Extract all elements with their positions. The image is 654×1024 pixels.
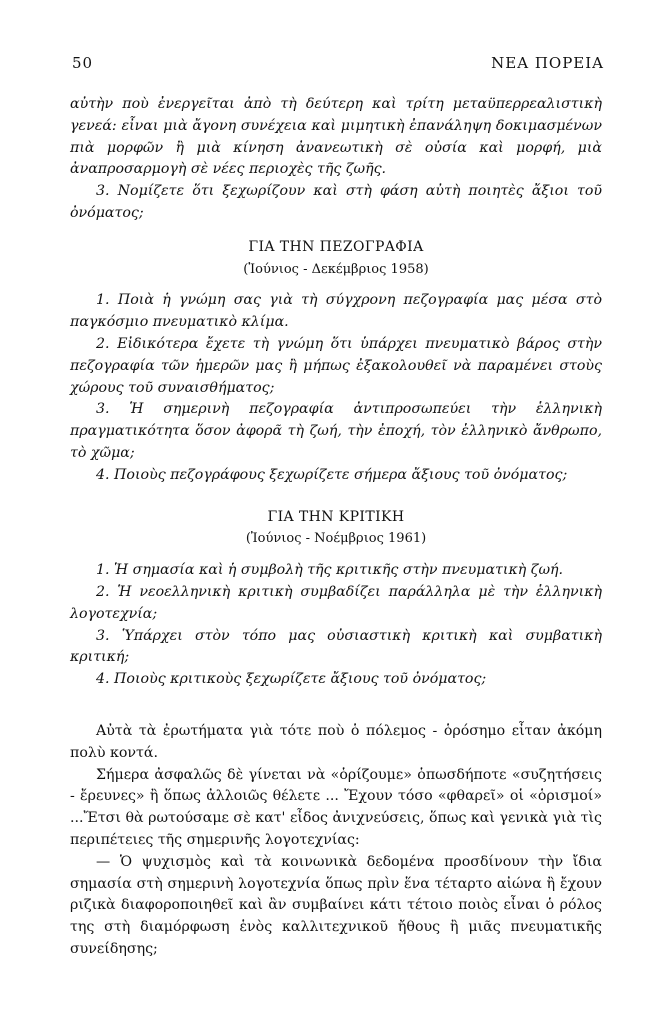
closing-paragraph-1: Αὐτὰ τὰ ἐρωτήματα γιὰ τότε ποὺ ὁ πόλεμος - ὁρόσημο εἶταν ἀκόμη πολὺ κοντά. xyxy=(70,722,602,761)
running-title: ΝΕΑ ΠΟΡΕΙΑ xyxy=(491,54,604,72)
page-body xyxy=(70,94,602,961)
section-date-prose: (Ἰούνιος - Δεκέμβριος 1958) xyxy=(243,261,429,277)
intro-paragraph: αὐτὴν ποὺ ἐνεργεῖται ἀπὸ τὴ δεύτερη καὶ τρίτη μεταϋπερρεαλιστικὴ γενεά: εἶναι μιὰ ἄγονη συνέχεια καὶ μιμητικὴ ἐπανάληψη δοκιμασμένων πιὰ μορφῶν ἢ μιὰ κίνηση ἀνανεωτικὴ σὲ οὐσία καὶ μορφή, μιὰ ἀναπροσαρμογὴ σὲ νέες περιοχὲς τῆς ζωῆς. xyxy=(70,96,602,178)
criticism-question-3: 3. Ὑπάρχει στὸν τόπο μας οὐσιαστικὴ κριτικὴ καὶ συμβατικὴ κριτική; xyxy=(70,627,602,666)
criticism-question-1: 1. Ἡ σημασία καὶ ἡ συμβολὴ τῆς κριτικῆς στὴν πνευματικὴ ζωή. xyxy=(96,562,564,579)
section-title-criticism: ΓΙΑ ΤΗΝ ΚΡΙΤΙΚΗ xyxy=(267,508,405,525)
intro-question-3: 3. Νομίζετε ὅτι ξεχωρίζουν καὶ στὴ φάση αὐτὴ ποιητὲς ἄξιοι τοῦ ὀνόματος; xyxy=(70,183,602,221)
criticism-question-4: 4. Ποιοὺς κριτικοὺς ξεχωρίζετε ἄξιους τοῦ ὀνόματος; xyxy=(96,671,487,688)
closing-paragraph-3: — Ὁ ψυχισμὸς καὶ τὰ κοινωνικὰ δεδομένα προσδίνουν τὴν ἴδια σημασία στὴ σημερινὴ λογοτεχνία ὅπως πρὶν ἕνα τέταρτο αἰώνα ἢ ἔχουν ριζικὰ διαφοροποιηθεῖ καὶ ἂν συμβαίνει κάτι τέτοιο ποιὸς εἶναι ὁ ρόλος της στὴ διαμόρφωση ἑνὸς καλλιτεχνικοῦ ἤθους ἢ μιᾶς πνευματικῆς συνείδησης; xyxy=(70,853,602,957)
section-title-prose: ΓΙΑ ΤΗΝ ΠΕΖΟΓΡΑΦΙΑ xyxy=(248,238,424,255)
section-date-criticism: (Ἰούνιος - Νοέμβριος 1961) xyxy=(245,531,427,547)
page-header xyxy=(72,54,604,72)
prose-question-1: 1. Ποιὰ ἡ γνώμη σας γιὰ τὴ σύγχρονη πεζογραφία μας μέσα στὸ παγκόσμιο πνευματικὸ κλίμα. xyxy=(70,292,602,331)
page-number: 50 xyxy=(72,54,94,72)
prose-question-4: 4. Ποιοὺς πεζογράφους ξεχωρίζετε σήμερα ἄξιους τοῦ ὀνόματος; xyxy=(96,466,568,483)
prose-question-3: 3. Ἡ σημερινὴ πεζογραφία ἀντιπροσωπεύει τὴν ἑλληνικὴ πραγματικότητα ὅσον ἀφορᾶ τὴ ζωή, τὴν ἐποχή, τὸν ἑλληνικὸ ἄνθρωπο, τὸ χῶμα; xyxy=(70,401,602,461)
prose-question-2: 2. Εἰδικότερα ἔχετε τὴ γνώμη ὅτι ὑπάρχει πνευματικὸ βάρος στὴν πεζογραφία τῶν ἡμερῶν μας ἢ μήπως ἐξακολουθεῖ νὰ παραμένει στοὺς χώρους τοῦ συναισθήματος; xyxy=(70,335,602,396)
closing-paragraph-2: Σήμερα ἀσφαλῶς δὲ γίνεται νὰ «ὁρίζουμε» ὁπωσδήποτε «συζητήσεις - ἔρευνες» ἢ ὅπως ἀλλοιῶς θέλετε ... Ἔχουν τόσο «φθαρεῖ» οἱ «ὁρισμοί» ...Ἔτσι θὰ ρωτούσαμε σὲ κατ' εἶδος ἀνιχνεύσεις, ὅπως καὶ γενικὰ γιὰ τὶς περιπέτειες τῆς σημερινῆς λογοτεχνίας: xyxy=(70,766,602,848)
criticism-question-2: 2. Ἡ νεοελληνικὴ κριτικὴ συμβαδίζει παράλληλα μὲ τὴν ἑλληνικὴ λογοτεχνία; xyxy=(70,583,602,622)
